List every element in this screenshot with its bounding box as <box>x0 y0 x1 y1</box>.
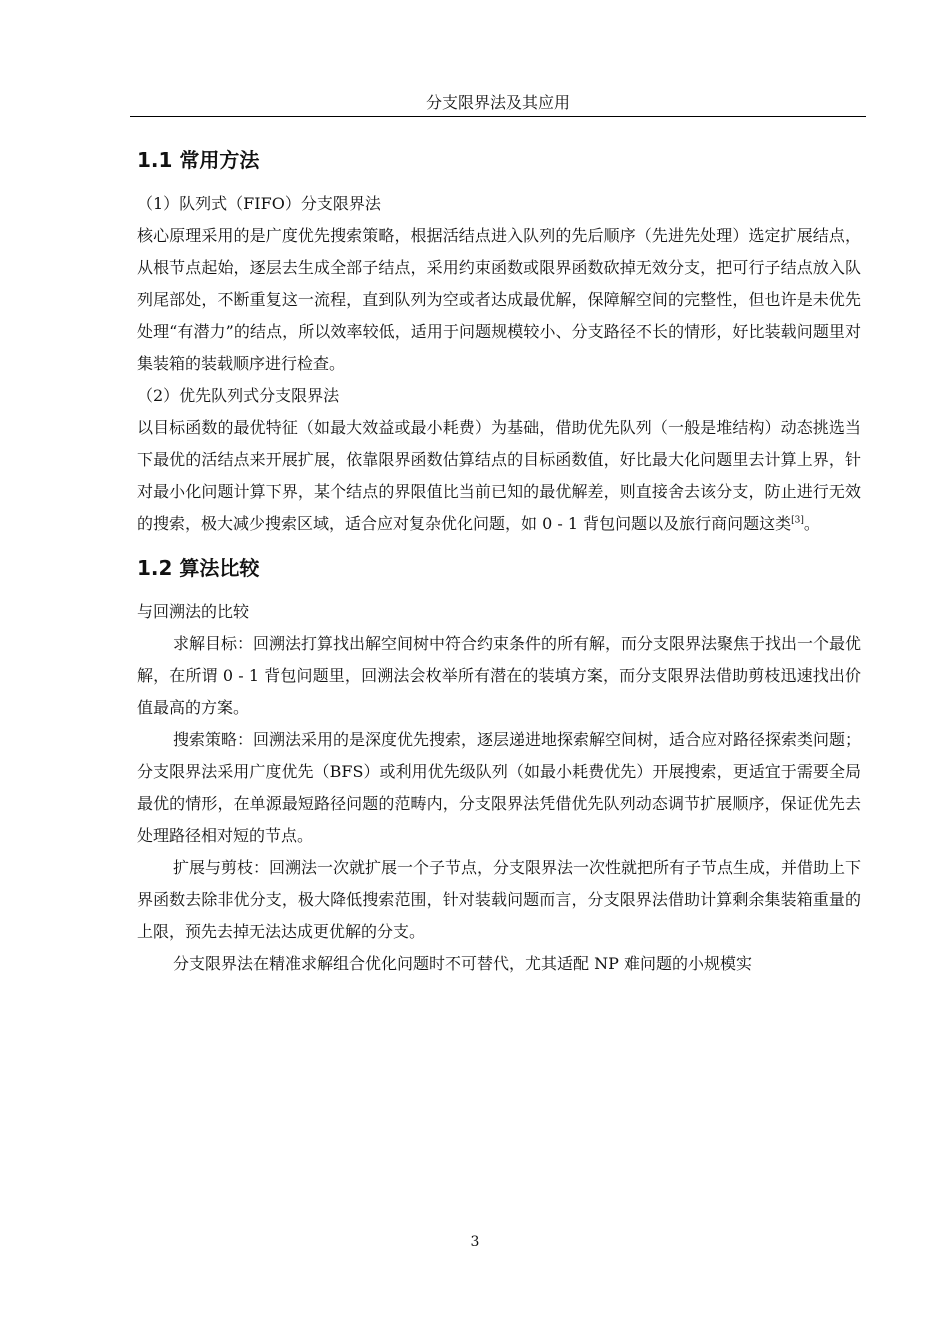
paragraph-priority-queue-text: 以目标函数的最优特征（如最大效益或最小耗费）为基础，借助优先队列（一般是堆结构）动态挑选当下最优的活结点来开展扩展，依靠限界函数估算结点的目标函数值，好比最大化问题里去计算上界，针对最小化问题计算下界，某个结点的界限值比当前已知的最优解差，则直接舍去该分支，防止进行无效的搜索，极大减少搜索区域，适合应对复杂优化问题，如 0 - 1 背包问题以及旅行商问题这类 <box>137 418 861 533</box>
subheading-priority-queue: （2）优先队列式分支限界法 <box>137 386 340 405</box>
paragraph-priority-queue <box>137 412 861 540</box>
paragraph-expansion-pruning: 扩展与剪枝：回溯法一次就扩展一个子节点，分支限界法一次性就把所有子节点生成，并借助上下界函数去除非优分支，极大降低搜索范围，针对装载问题而言，分支限界法借助计算剩余集装箱重量的上限，预先去掉无法达成更优解的分支。 <box>137 858 862 941</box>
subheading-fifo: （1）队列式（FIFO）分支限界法 <box>137 194 381 213</box>
subheading-backtracking-compare: 与回溯法的比较 <box>137 602 250 621</box>
paragraph-priority-queue-end: 。 <box>803 514 820 533</box>
section-heading-1-1: 1.1 常用方法 <box>137 148 260 172</box>
paragraph-fifo: 核心原理采用的是广度优先搜索策略，根据活结点进入队列的先后顺序（先进先处理）选定扩展结点，从根节点起始，逐层去生成全部子结点，采用约束函数或限界函数砍掉无效分支，把可行子结点放入队列尾部处，不断重复这一流程，直到队列为空或者达成最优解，保障解空间的完整性，但也许是未优先处理“有潜力”的结点，所以效率较低，适用于问题规模较小、分支路径不长的情形，好比装载问题里对集装箱的装载顺序进行检查。 <box>137 226 861 373</box>
citation-ref: [3] <box>791 515 804 526</box>
page-number: 3 <box>470 1234 480 1250</box>
paragraph-search-strategy: 搜索策略：回溯法采用的是深度优先搜索，逐层递进地探索解空间树，适合应对路径探索类问题；分支限界法采用广度优先（BFS）或利用优先级队列（如最小耗费优先）开展搜索，更适宜于需要全局最优的情形，在单源最短路径问题的范畴内，分支限界法凭借优先队列动态调节扩展顺序，保证优先去处理路径相对短的节点。 <box>137 730 862 845</box>
running-header: 分支限界法及其应用 <box>425 93 570 112</box>
paragraph-conclusion: 分支限界法在精准求解组合优化问题时不可替代，尤其适配 NP 难问题的小规模实 <box>173 954 752 973</box>
header-rule <box>130 116 866 117</box>
section-heading-1-2: 1.2 算法比较 <box>137 556 260 580</box>
page-body <box>137 142 861 980</box>
paragraph-objective: 求解目标：回溯法打算找出解空间树中符合约束条件的所有解，而分支限界法聚焦于找出一个最优解，在所谓 0 - 1 背包问题里，回溯法会枚举所有潜在的装填方案，而分支限界法借助剪枝迅速找出价值最高的方案。 <box>137 634 862 717</box>
